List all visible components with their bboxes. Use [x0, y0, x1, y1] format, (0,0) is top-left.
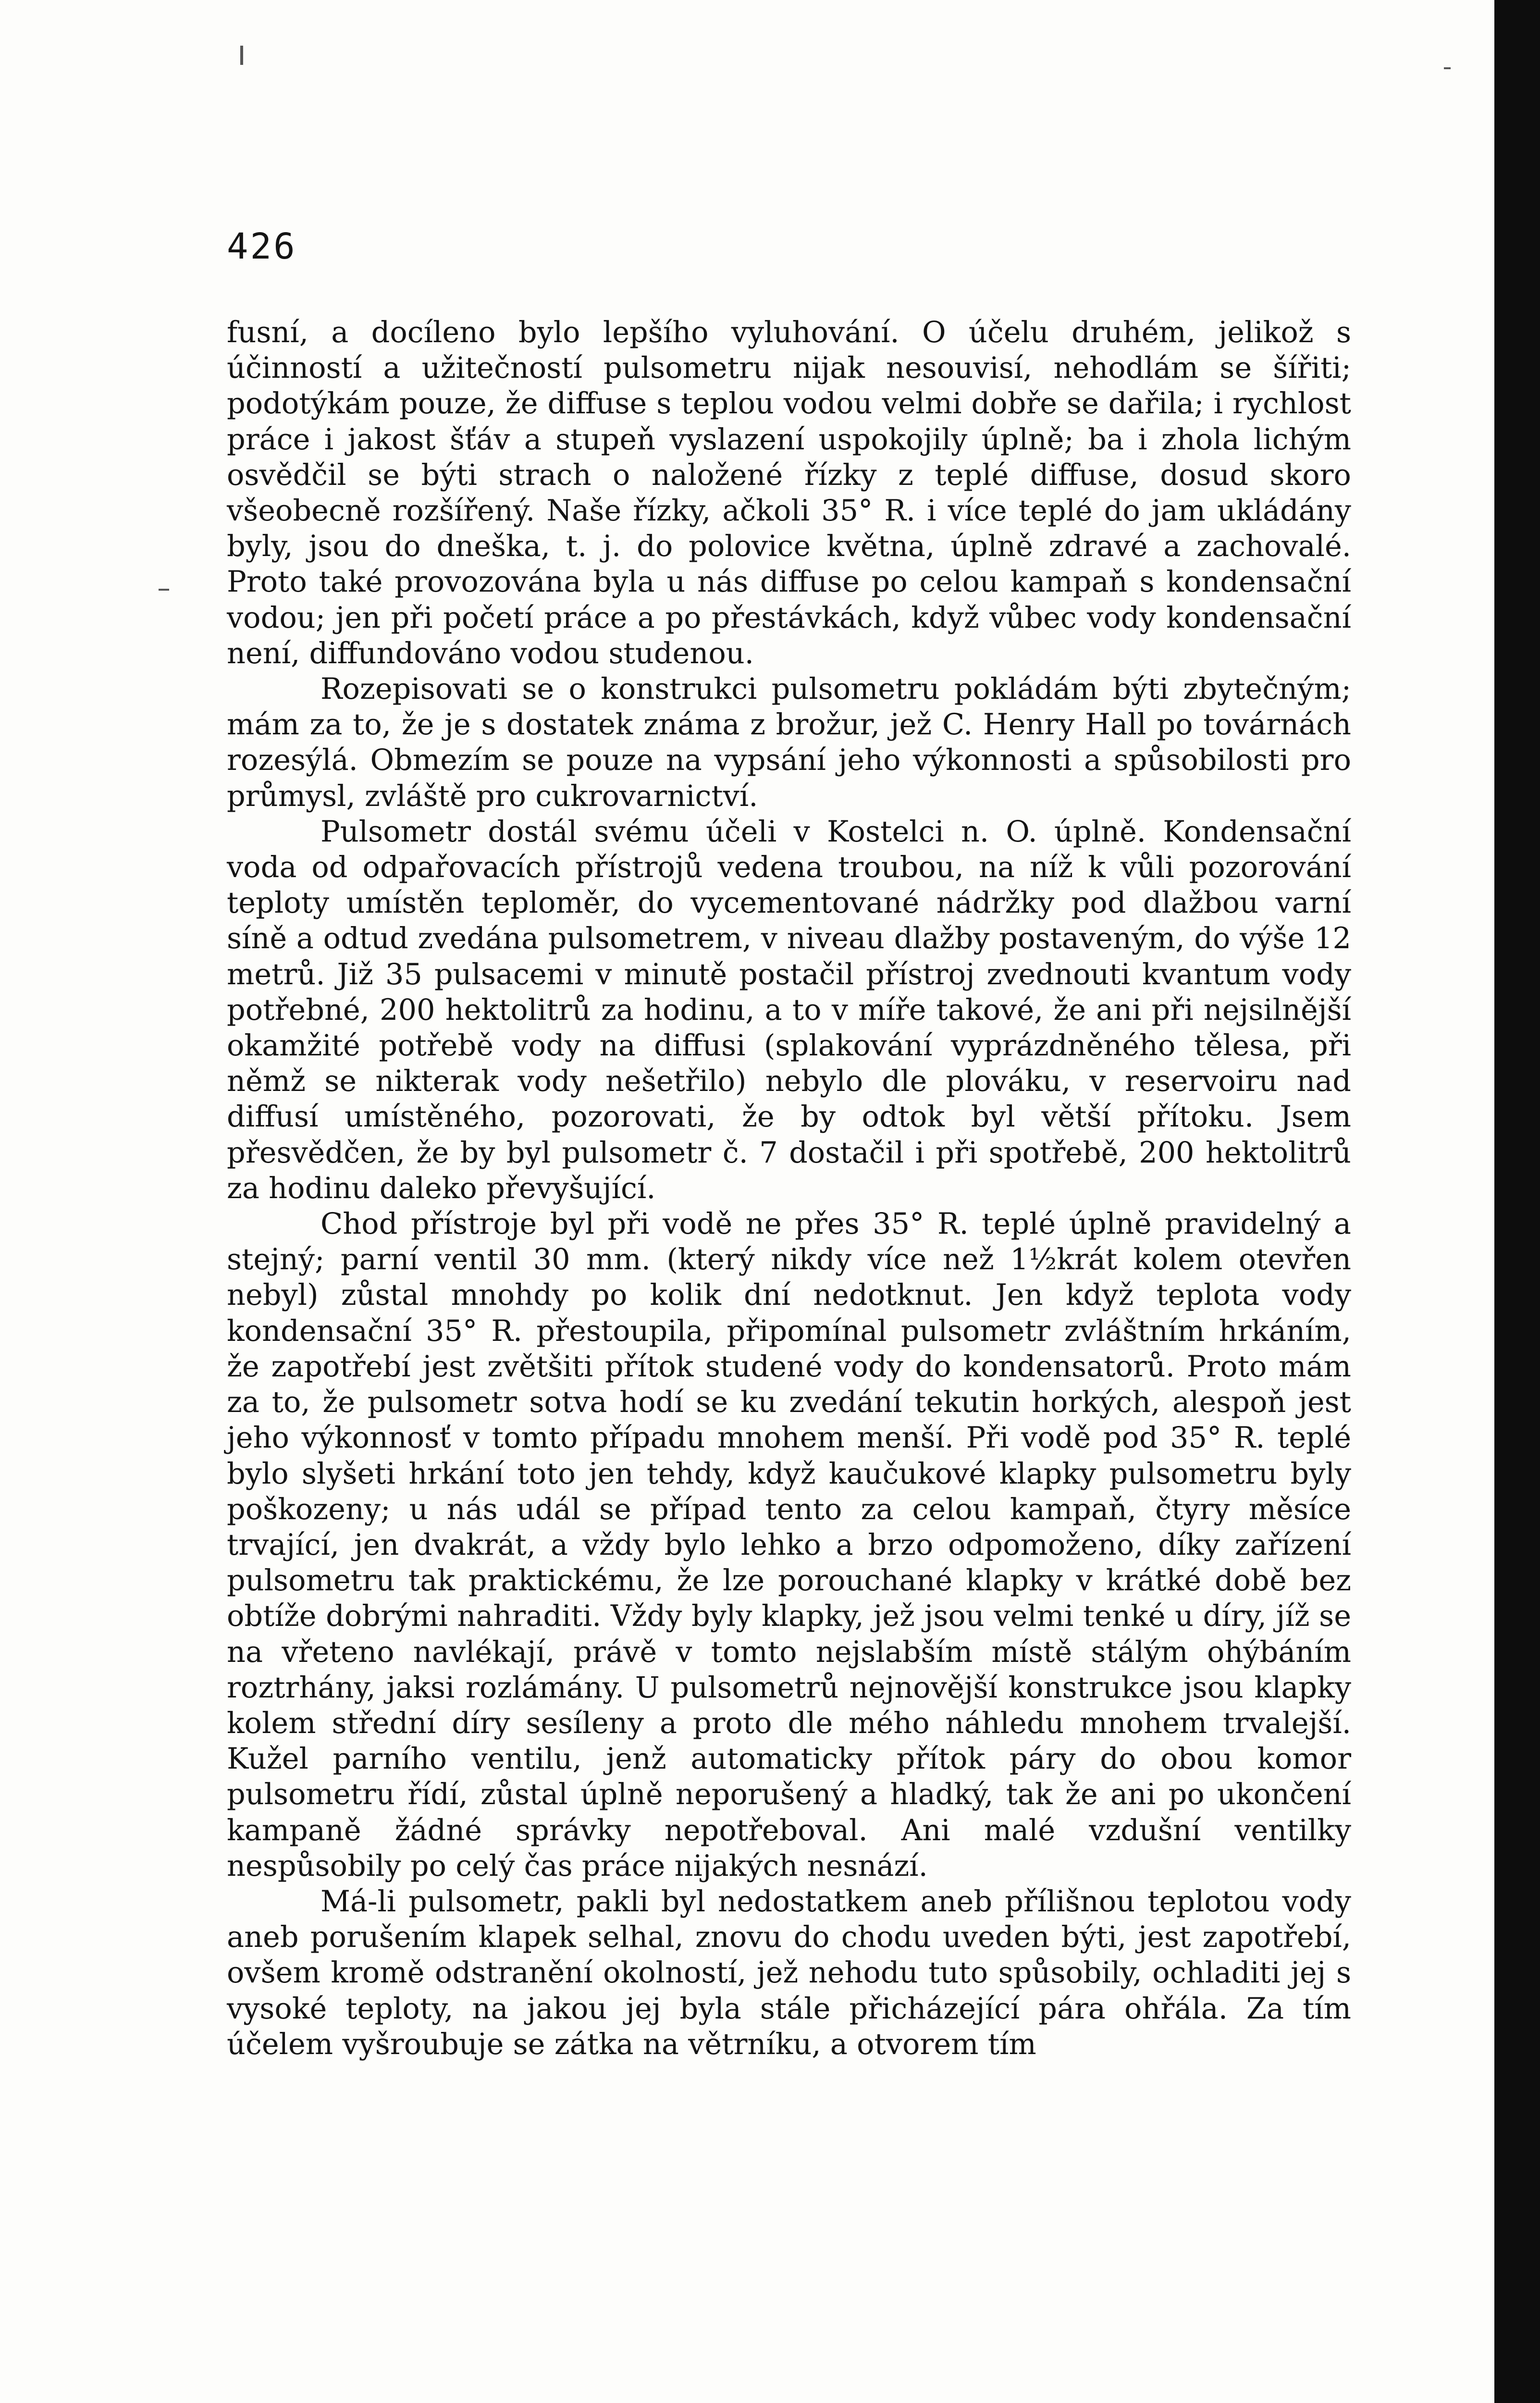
- paragraph: Má-li pulsometr, pakli byl nedostatkem aneb přílišnou teplotou vody aneb porušením klapek selhal, znovu do chodu uveden býti, jest zapotřebí, ovšem kromě odstranění okolností, jež nehodu tuto spůsobily, ochladiti jej s vysoké teploty, na jakou jej byla stále přicházející pára ohřála. Za tím účelem vyšroubuje se zátka na větrníku, a otvorem tím: [227, 1884, 1351, 2061]
- body-text: [227, 315, 1351, 2062]
- page-number: 426: [227, 226, 297, 267]
- scan-speck: [1444, 67, 1451, 69]
- scan-page-edge: [1494, 0, 1540, 2403]
- paragraph: fusní, a docíleno bylo lepšího vyluhování. O účelu druhém, jelikož s účinností a užitečností pulsometru nijak nesouvisí, nehodlám se šířiti; podotýkám pouze, že diffuse s teplou vodou velmi dobře se dařila; i rychlost práce i jakost šťáv a stupeň vyslazení uspokojily úplně; ba i zhola lichým osvědčil se býti strach o naložené řízky z teplé diffuse, dosud skoro všeobecně rozšířený. Naše řízky, ačkoli 35° R. i více teplé do jam ukládány byly, jsou do dneška, t. j. do polovice května, úplně zdravé a zachovalé. Proto také provozována byla u nás diffuse po celou kampaň s kondensační vodou; jen při početí práce a po přestávkách, když vůbec vody kondensační není, diffundováno vodou studenou.: [227, 316, 1351, 670]
- scan-speck: [240, 46, 243, 65]
- margin-mark: [159, 589, 169, 591]
- paragraph: Rozepisovati se o konstrukci pulsometru pokládám býti zbytečným; mám za to, že je s dostatek známa z brožur, jež C. Henry Hall po továrnách rozesýlá. Obmezím se pouze na vypsání jeho výkonnosti a spůsobilosti pro průmysl, zvláště pro cukrovarnictví.: [227, 672, 1351, 813]
- paragraph: Chod přístroje byl při vodě ne přes 35° R. teplé úplně pravidelný a stejný; parní ventil 30 mm. (který nikdy více než 1½krát kolem otevřen nebyl) zůstal mnohdy po kolik dní nedotknut. Jen když teplota vody kondensační 35° R. přestoupila, připomínal pulsometr zvláštním hrkáním, že zapotřebí jest zvětšiti přítok studené vody do kondensatorů. Proto mám za to, že pulsometr sotva hodí se ku zvedání tekutin horkých, alespoň jest jeho výkonnosť v tomto případu mnohem menší. Při vodě pod 35° R. teplé bylo slyšeti hrkání toto jen tehdy, když kaučukové klapky pulsometru byly poškozeny; u nás udál se případ tento za celou kampaň, čtyry měsíce trvající, jen dvakrát, a vždy bylo lehko a brzo odpomoženo, díky zařízení pulsometru tak praktickému, že lze porouchané klapky v krátké době bez obtíže dobrými nahraditi. Vždy byly klapky, jež jsou velmi tenké u díry, jíž se na vřeteno navlékají, právě v tomto nejslabším místě stálým ohýbáním roztrhány, jaksi rozlámány. U pulsometrů nejnovější konstrukce jsou klapky kolem střední díry sesíleny a proto dle mého náhledu mnohem trvalejší. Kužel parního ventilu, jenž automaticky přítok páry do obou komor pulsometru řídí, zůstal úplně neporušený a hladký, tak že ani po ukončení kampaně žádné správky nepotřeboval. Ani malé vzdušní ventilky nespůsobily po celý čas práce nijakých nesnází.: [227, 1207, 1351, 1883]
- paragraph: Pulsometr dostál svému účeli v Kostelci n. O. úplně. Kondensační voda od odpařovacích přístrojů vedena troubou, na níž k vůli pozorování teploty umístěn teploměr, do vycementované nádržky pod dlažbou varní síně a odtud zvedána pulsometrem, v niveau dlažby postaveným, do výše 12 metrů. Již 35 pulsacemi v minutě postačil přístroj zvednouti kvantum vody potřebné, 200 hektolitrů za hodinu, a to v míře takové, že ani při nejsilnější okamžité potřebě vody na diffusi (splakování vyprázdněného tělesa, při němž se nikterak vody nešetřilo) nebylo dle plováku, v reservoiru nad diffusí umístěného, pozorovati, že by odtok byl větší přítoku. Jsem přesvědčen, že by byl pulsometr č. 7 dostačil i při spotřebě, 200 hektolitrů za hodinu daleko převyšující.: [227, 815, 1351, 1205]
